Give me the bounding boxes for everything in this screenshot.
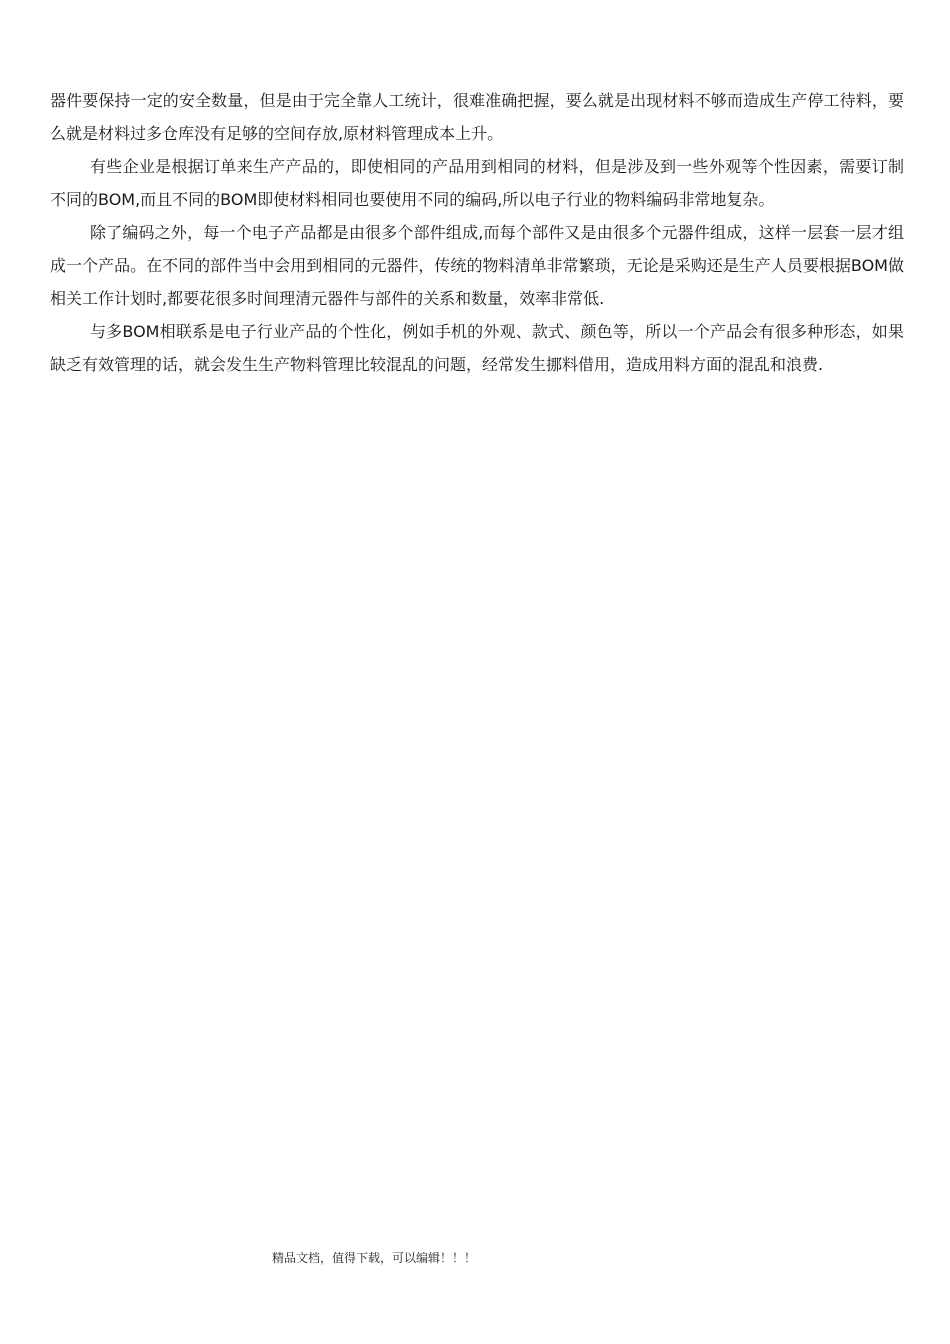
footer-note: 精品文档，值得下载，可以编辑！！！ bbox=[272, 1251, 477, 1265]
paragraph-bom-customization: 有些企业是根据订单来生产产品的，即使相同的产品用到相同的材料，但是涉及到一些外观等个性因素，需要订制不同的BOM,而且不同的BOM即使材料相同也要使用不同的编码,所以电子行业的物料编码非常地复杂。 bbox=[50, 157, 904, 209]
paragraph-component-structure: 除了编码之外，每一个电子产品都是由很多个部件组成,而每个部件又是由很多个元器件组成，这样一层套一层才组成一个产品。在不同的部件当中会用到相同的元器件，传统的物料清单非常繁琐，无论是采购还是生产人员要根据BOM做相关工作计划时,都要花很多时间理清元器件与部件的关系和数量，效率非常低. bbox=[50, 223, 904, 308]
document-body bbox=[50, 84, 904, 381]
paragraph-product-personalization: 与多BOM相联系是电子行业产品的个性化，例如手机的外观、款式、颜色等，所以一个产品会有很多种形态，如果缺乏有效管理的话，就会发生生产物料管理比较混乱的问题，经常发生挪料借用，造成用料方面的混乱和浪费. bbox=[50, 322, 904, 374]
paragraph-continued: 器件要保持一定的安全数量，但是由于完全靠人工统计，很难准确把握，要么就是出现材料不够而造成生产停工待料，要么就是材料过多仓库没有足够的空间存放,原材料管理成本上升。 bbox=[50, 91, 904, 143]
